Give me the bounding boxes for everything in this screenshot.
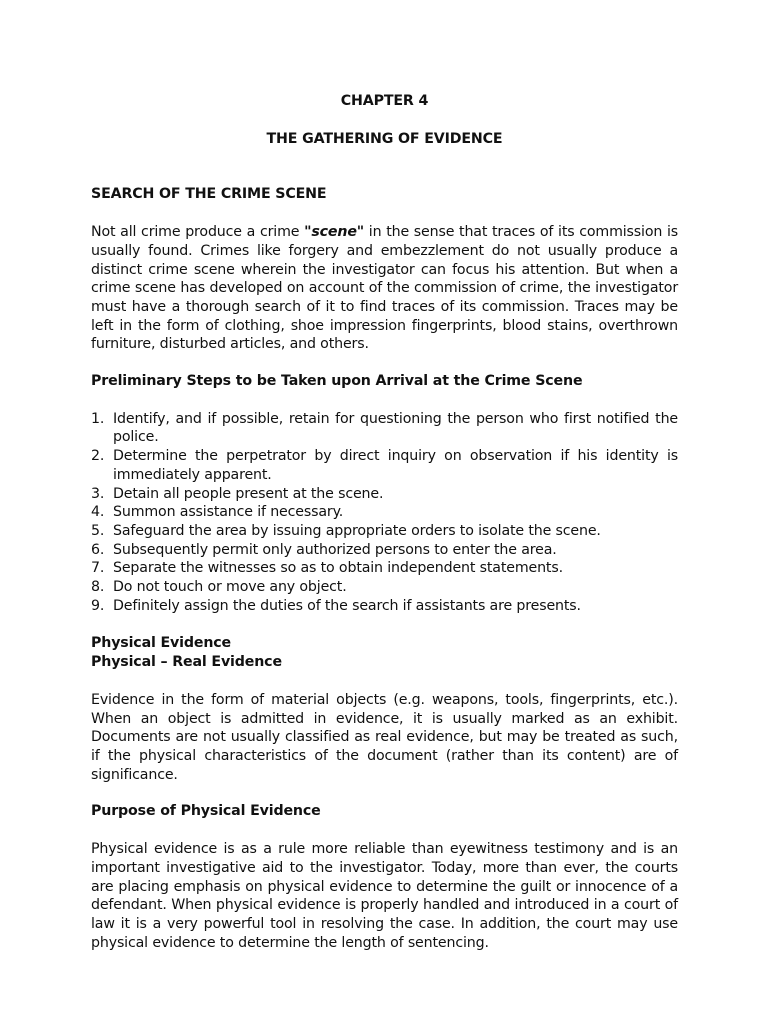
list-item (91, 597, 678, 616)
list-item (91, 578, 678, 597)
list-item (91, 522, 678, 541)
list-item-text: Subsequently permit only authorized persons to enter the area. (113, 541, 557, 558)
list-item (91, 503, 678, 522)
intro-text-after: in the sense that traces of its commission is usually found. Crimes like forgery and embezzlement do not usually produce a distinct crime scene wherein the investigator can focus his attention. But when a crime scene has developed on account of the commission of crime, the investigator must have a thorough search of it to find traces of its commission. Traces may be left in the form of clothing, shoe impression fingerprints, blood stains, overthrown furniture, disturbed articles, and others. (91, 224, 678, 353)
chapter-title: THE GATHERING OF EVIDENCE (266, 130, 503, 147)
list-item-number: 8. (91, 579, 105, 596)
list-item-number: 5. (91, 522, 105, 539)
list-item (91, 447, 678, 484)
intro-paragraph (91, 223, 678, 354)
list-item (91, 559, 678, 578)
list-item-text: Detain all people present at the scene. (113, 485, 384, 502)
intro-emphasis: "scene" (304, 224, 365, 241)
list-item (91, 410, 678, 447)
list-item-text: Identify, and if possible, retain for questioning the person who first notified the police. (113, 410, 678, 446)
physical-evidence-heading: Physical Evidence (91, 635, 232, 652)
list-item-number: 4. (91, 504, 105, 521)
list-item-number: 9. (91, 597, 105, 614)
list-item-text: Do not touch or move any object. (113, 579, 347, 596)
purpose-heading: Purpose of Physical Evidence (91, 803, 321, 820)
list-item (91, 541, 678, 560)
preliminary-steps-heading: Preliminary Steps to be Taken upon Arrival at the Crime Scene (91, 373, 583, 390)
document-page (91, 92, 678, 970)
physical-evidence-paragraph: Evidence in the form of material objects (e.g. weapons, tools, fingerprints, etc.). When an object is admitted in evidence, it is usually marked as an exhibit. Documents are not usually classified as real evidence, but may be treated as such, if the physical characteristics of the document (rather than its content) are of significance. (91, 691, 678, 783)
list-item-number: 6. (91, 541, 105, 558)
list-item-text: Separate the witnesses so as to obtain independent statements. (113, 560, 563, 577)
list-item-number: 1. (91, 410, 105, 427)
list-item-text: Summon assistance if necessary. (113, 504, 344, 521)
list-item-text: Definitely assign the duties of the search if assistants are presents. (113, 597, 581, 614)
purpose-paragraph: Physical evidence is as a rule more reliable than eyewitness testimony and is an important investigative aid to the investigator. Today, more than ever, the courts are placing emphasis on physical evidence to determine the guilt or innocence of a defendant. When physical evidence is properly handled and introduced in a court of law it is a very powerful tool in resolving the case. In addition, the court may use physical evidence to determine the length of sentencing. (91, 841, 678, 951)
list-item-text: Safeguard the area by issuing appropriate orders to isolate the scene. (113, 522, 601, 539)
preliminary-steps-list (91, 410, 678, 616)
list-item (91, 485, 678, 504)
chapter-number: CHAPTER 4 (340, 93, 429, 109)
physical-real-evidence-heading: Physical – Real Evidence (91, 654, 282, 671)
section-heading: SEARCH OF THE CRIME SCENE (91, 186, 327, 203)
list-item-number: 7. (91, 560, 105, 577)
intro-text-before: Not all crime produce a crime (91, 224, 305, 241)
list-item-number: 2. (91, 448, 105, 465)
list-item-number: 3. (91, 485, 105, 502)
list-item-text: Determine the perpetrator by direct inquiry on observation if his identity is immediately apparent. (113, 448, 678, 483)
